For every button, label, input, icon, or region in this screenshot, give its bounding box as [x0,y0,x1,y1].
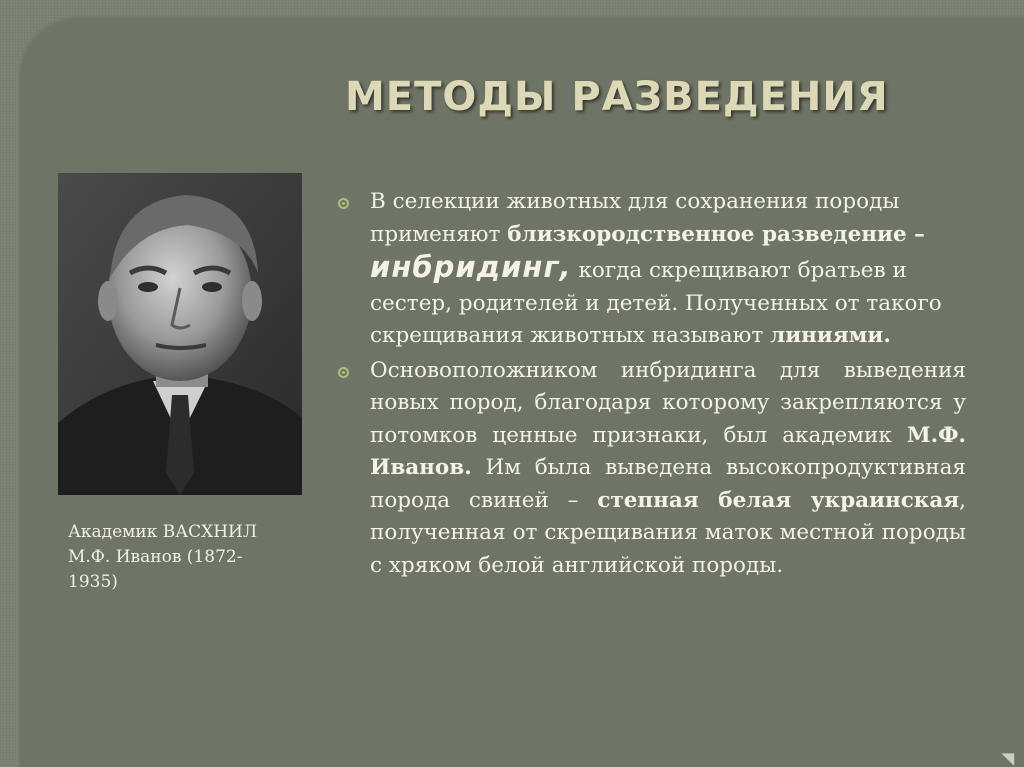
bullet-text: , полученная от скрещивания маток местной породы с хряком белой английской породы. [370,487,966,578]
bullet-bold-text: линиями. [770,323,891,348]
bullet-text: Им была выведена высокопродуктивная порода свиней – [370,455,966,513]
bullet-text: В селекции животных для сохранения породы применяют [370,189,900,247]
bullet-item [338,355,966,583]
bullet-text: Основоположником инбридинга для выведения новых пород, благодаря которому закрепляются у потомков ценные признаки, был академик [370,357,966,448]
caption-line: 1935) [68,572,118,592]
bullet-bold-text: близкородственное разведение – [507,221,925,247]
term-inbreeding: инбридинг, [370,250,572,284]
bullet-item [338,186,966,353]
bullet-text: когда скрещивают братьев и сестер, родителей и детей. Полученных от такого скрещивания животных называют [370,258,942,348]
bullet-circle-icon [338,198,349,209]
portrait-caption [68,520,298,595]
bullet-bold-text: М.Ф. Иванов. [370,422,966,480]
portrait-photo [58,173,302,495]
slide-body [338,186,966,582]
caption-line: Академик ВАСХНИЛ [68,522,258,542]
bullet-bold-text: степная белая украинская [597,487,960,513]
slide-title: МЕТОДЫ РАЗВЕДЕНИЯ [345,74,889,120]
portrait-illustration [58,173,302,495]
bullet-circle-icon [338,367,349,378]
caption-line: М.Ф. Иванов (1872- [68,547,243,567]
